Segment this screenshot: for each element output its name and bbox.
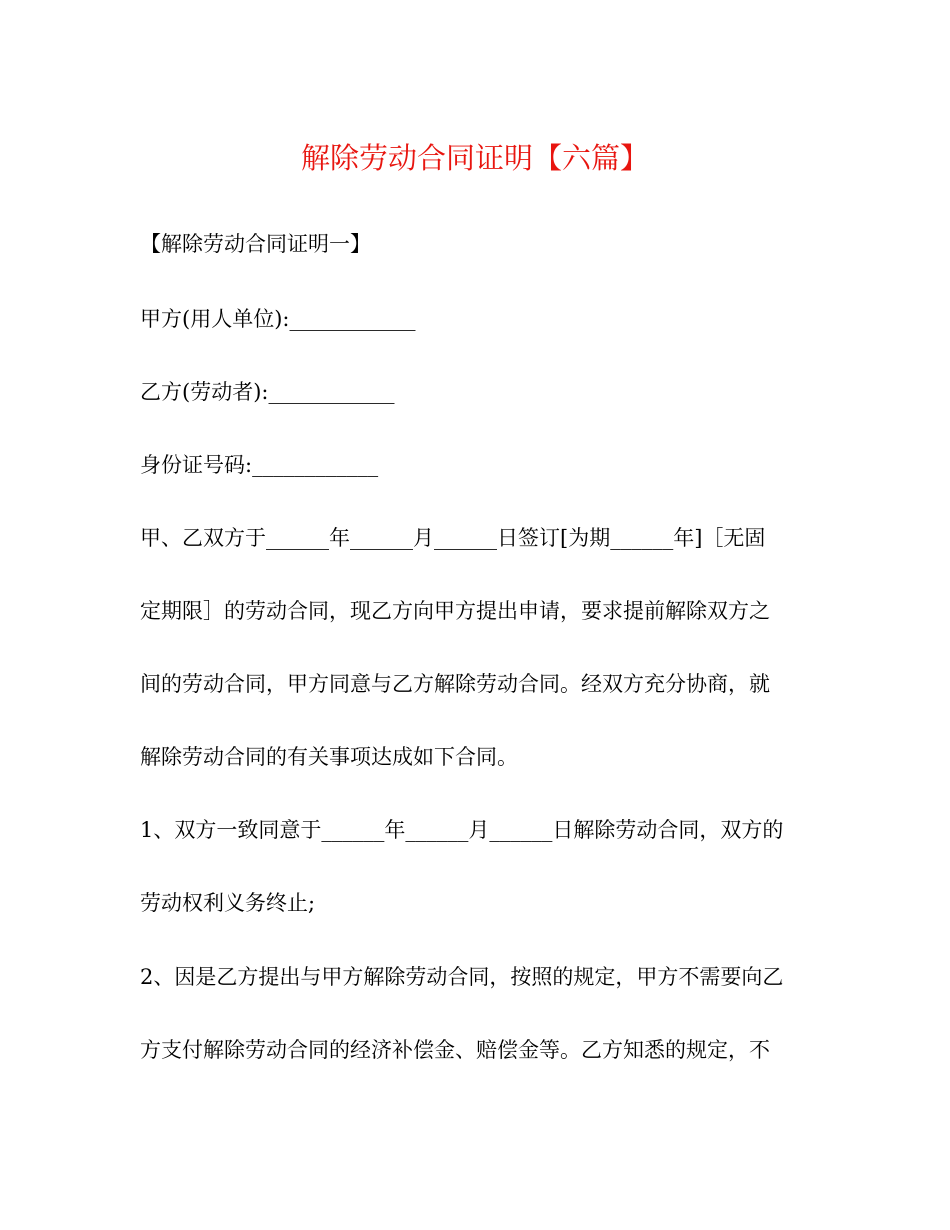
body-text-line: 间的劳动合同，甲方同意与乙方解除劳动合同。经双方充分协商，就 — [140, 672, 770, 696]
section-heading: 【解除劳动合同证明一】 — [140, 232, 371, 256]
id-number-line: 身份证号码:____________ — [140, 453, 379, 477]
clause-2-line: 2、因是乙方提出与甲方解除劳动合同，按照的规定，甲方不需要向乙 — [140, 965, 784, 989]
party-a-line: 甲方(用人单位):____________ — [140, 307, 416, 331]
clause-2-line: 方支付解除劳动合同的经济补偿金、赔偿金等。乙方知悉的规定，不 — [140, 1038, 770, 1062]
clause-1-line: 1、双方一致同意于______年______月______日解除劳动合同，双方的 — [140, 818, 784, 842]
body-text-line: 定期限］的劳动合同，现乙方向甲方提出申请，要求提前解除双方之 — [140, 599, 770, 623]
document-title: 解除劳动合同证明【六篇】 — [300, 141, 649, 175]
body-text-line: 解除劳动合同的有关事项达成如下合同。 — [140, 745, 518, 769]
party-b-line: 乙方(劳动者):____________ — [140, 380, 395, 404]
clause-1-line: 劳动权利义务终止; — [140, 891, 316, 915]
body-text-line: 甲、乙双方于______年______月______日签订[为期______年]［无固 — [140, 526, 766, 550]
